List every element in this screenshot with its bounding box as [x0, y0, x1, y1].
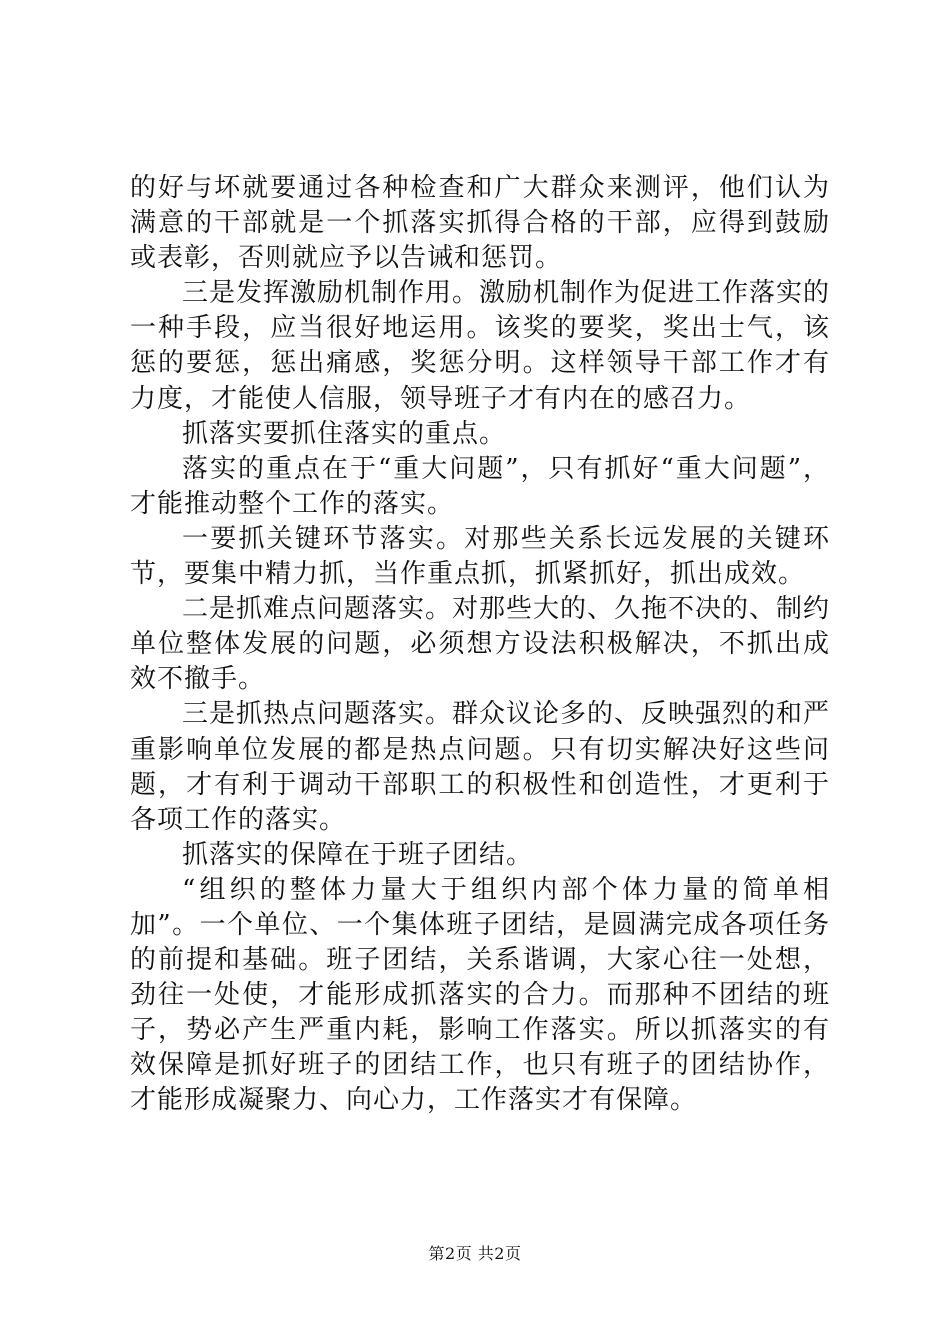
document-body	[130, 171, 830, 1119]
paragraph-difficult-issues: 二是抓难点问题落实。对那些大的、久拖不决的、制约单位整体发展的问题，必须想方设法积极解决，不抓出成效不撤手。	[130, 594, 831, 695]
paragraph-major-issues: 落实的重点在于“重大问题”，只有抓好“重大问题”，才能推动整个工作的落实。	[130, 453, 830, 519]
page-number-footer: 第2页 共2页	[428, 1244, 522, 1263]
paragraph-heading-unity: 抓落实的保障在于班子团结。	[182, 839, 534, 870]
paragraph-heading-focus: 抓落实要抓住落实的重点。	[182, 418, 507, 449]
paragraph-hot-issues: 三是抓热点问题落实。群众议论多的、反映强烈的和严重影响单位发展的都是热点问题。只有切实解决好这些问题，才有利于调动干部职工的积极性和创造性，才更利于各项工作的落实。	[130, 699, 831, 835]
paragraph-key-links: 一要抓关键环节落实。对那些关系长远发展的关键环节，要集中精力抓，当作重点抓，抓紧抓好，抓出成效。	[130, 523, 830, 590]
paragraph-continuation: 的好与坏就要通过各种检查和广大群众来测评，他们认为满意的干部就是一个抓落实抓得合格的干部，应得到鼓励或表彰，否则就应予以告诫和惩罚。	[130, 173, 830, 274]
paragraph-incentive-mechanism: 三是发挥激励机制作用。激励机制作为促进工作落实的一种手段，应当很好地运用。该奖的要奖，奖出士气，该惩的要惩，惩出痛感，奖惩分明。这样领导干部工作才有力度，才能使人信服，领导班子才有内在的感召力。	[130, 278, 831, 414]
paragraph-team-unity: “组织的整体力量大于组织内部个体力量的简单相加”。一个单位、一个集体班子团结，是圆满完成各项任务的前提和基础。班子团结，关系谐调，大家心往一处想，劲往一处使，才能形成抓落实的合力。而那种不团结的班子，势必产生严重内耗，影响工作落实。所以抓落实的有效保障是抓好班子的团结工作，也只有班子的团结协作，才能形成凝聚力、向心力，工作落实才有保障。	[130, 874, 830, 1116]
